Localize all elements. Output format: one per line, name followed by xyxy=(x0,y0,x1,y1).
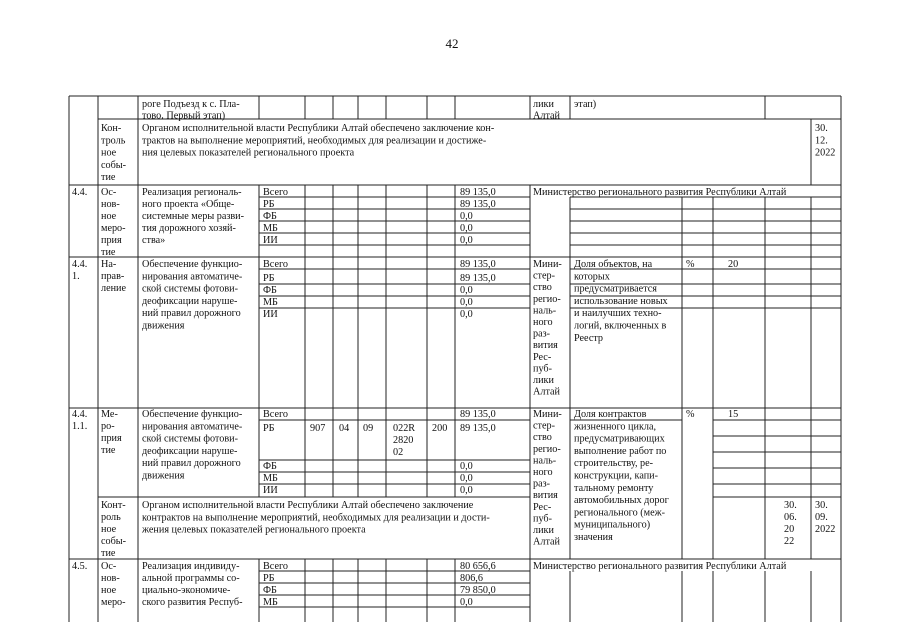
control-event-text: Органом исполнительной власти Республики Алтай обеспечено заключение кон- xyxy=(142,123,495,134)
event-name-line: Обеспечение функцио- xyxy=(142,259,243,270)
indicator-cell-line: значения xyxy=(574,532,613,543)
event-type-line: На- xyxy=(101,259,117,270)
target-code-line: 022R xyxy=(393,423,416,434)
funding-amount: 0,0 xyxy=(460,309,473,320)
indicator-cell-line: строительству, ре- xyxy=(574,458,654,470)
responsible-cell-line: Рес- xyxy=(533,501,552,513)
budget-code: 907 xyxy=(310,423,326,434)
funding-amount: 0,0 xyxy=(460,461,473,472)
event-name-line: ской системы фотови- xyxy=(142,283,238,295)
event-date-line: 06. xyxy=(784,512,797,523)
control-event-text: Органом исполнительной власти Республики Алтай обеспечено заключение xyxy=(142,500,474,511)
continued-name-line: тово. Первый этап) xyxy=(142,110,226,122)
responsible-cell-line: раз- xyxy=(533,328,551,340)
responsible-cell-line: ство xyxy=(533,282,552,294)
funding-amount: 0,0 xyxy=(460,235,473,246)
row-number: 4.4. xyxy=(72,409,88,420)
event-date-line: 2022 xyxy=(815,524,836,535)
budget-code: 09 xyxy=(363,423,374,434)
event-name-line: Реализация индивиду- xyxy=(142,561,240,572)
event-name-line: деофиксации наруше- xyxy=(142,295,238,307)
indicator-cell-line: которых xyxy=(574,271,610,283)
funding-amount: 0,0 xyxy=(460,485,473,496)
responsible-cell-line: Алтай xyxy=(533,536,560,548)
funding-amount: 0,0 xyxy=(460,473,473,484)
event-type-line: меро- xyxy=(101,597,126,608)
indicator-cell-line: использование новых xyxy=(574,295,668,307)
responsible-cell-line: пуб- xyxy=(533,363,552,375)
indicator-cell-line: этап) xyxy=(574,99,597,110)
responsible-cell-line: наль- xyxy=(533,455,557,467)
funding-source: МБ xyxy=(263,473,278,484)
funding-source: Всего xyxy=(263,259,288,270)
event-name-line: нирования автоматиче- xyxy=(142,421,243,433)
funding-source: ФБ xyxy=(263,461,277,472)
event-type-line: ное xyxy=(101,211,117,222)
funding-source: ФБ xyxy=(263,285,277,296)
event-name-line: ний правил дорожного xyxy=(142,308,241,320)
funding-source: РБ xyxy=(263,273,275,284)
event-type-line: тие xyxy=(101,548,116,559)
event-name-line: деофиксации наруше- xyxy=(142,445,238,457)
indicator-unit: % xyxy=(686,409,695,420)
event-date-line: 2022 xyxy=(815,147,836,159)
funding-amount: 89 135,0 xyxy=(460,259,496,270)
funding-amount: 89 135,0 xyxy=(460,199,496,210)
event-date-line: 30. xyxy=(815,123,828,134)
continued-name-line: роге Подъезд к с. Пла- xyxy=(142,99,240,110)
funding-amount: 89 135,0 xyxy=(460,423,496,434)
event-type-line: ное xyxy=(101,147,117,159)
event-type-line: ро- xyxy=(101,421,115,432)
responsible-cell-line: регио- xyxy=(533,443,561,455)
event-type-line: Кон- xyxy=(101,123,122,134)
indicator-cell-line: логий, включенных в xyxy=(574,320,667,332)
event-type-line: ное xyxy=(101,524,117,535)
event-name-line: ного проекта «Обще- xyxy=(142,199,235,210)
control-event-text: трактов на выполнение мероприятий, необходимых для реализации и достиже- xyxy=(142,135,487,147)
funding-source: МБ xyxy=(263,597,278,608)
funding-amount: 0,0 xyxy=(460,223,473,234)
responsible-cell-line: ство xyxy=(533,432,552,444)
control-event-text: ния целевых показателей регионального проекта xyxy=(142,147,355,159)
indicator-cell-line: Доля объектов, на xyxy=(574,259,653,270)
event-type-line: Ме- xyxy=(101,409,118,420)
indicator-cell-line: автомобильных дорог xyxy=(574,495,669,507)
row-number: 1.1. xyxy=(72,421,88,432)
event-date-line: 20 xyxy=(784,524,795,535)
responsible-cell-line: стер- xyxy=(533,420,555,432)
control-event-text: контрактов на выполнение мероприятий, необходимых для реализации и дости- xyxy=(142,512,490,524)
event-type-line: нов- xyxy=(101,199,120,210)
event-type-line: троль xyxy=(101,135,126,147)
responsible-cell-line: наль- xyxy=(533,305,557,317)
event-type-line: собы- xyxy=(101,159,127,171)
indicator-cell-line: регионального (меж- xyxy=(574,507,666,519)
responsible-cell-line: стер- xyxy=(533,270,555,282)
indicator-cell-line: тальному ремонту xyxy=(574,482,654,494)
indicator-cell-line: Реестр xyxy=(574,332,604,344)
event-name-line: ний правил дорожного xyxy=(142,458,241,470)
event-type-line: ное xyxy=(101,585,117,596)
event-type-line: меро- xyxy=(101,223,126,234)
responsible-ministry: Министерство регионального развития Республики Алтай xyxy=(533,561,787,572)
funding-amount: 89 135,0 xyxy=(460,187,496,198)
funding-source: РБ xyxy=(263,199,275,210)
funding-source: РБ xyxy=(263,423,275,434)
funding-amount: 806,6 xyxy=(460,573,483,584)
event-name-line: циально-экономиче- xyxy=(142,585,231,596)
event-name-line: ского развития Респуб- xyxy=(142,597,243,608)
event-type-line: ление xyxy=(101,283,127,294)
event-name-line: движения xyxy=(142,320,185,332)
table-grid xyxy=(69,96,841,622)
event-type-line: собы- xyxy=(101,536,127,547)
funding-amount: 0,0 xyxy=(460,597,473,608)
event-type-line: тие xyxy=(101,445,116,456)
responsible-cell-line: регио- xyxy=(533,293,561,305)
event-type-line: прия xyxy=(101,235,122,246)
funding-source: ИИ xyxy=(263,309,278,320)
indicator-cell-line: предусматривающих xyxy=(574,433,665,445)
event-type-line: Ос- xyxy=(101,187,117,198)
funding-amount: 0,0 xyxy=(460,285,473,296)
event-type-line: Конт- xyxy=(101,500,126,511)
funding-source: ИИ xyxy=(263,485,278,496)
funding-amount: 80 656,6 xyxy=(460,561,496,572)
indicator-cell-line: конструкции, капи- xyxy=(574,470,659,482)
responsible-cell-line: раз- xyxy=(533,478,551,490)
responsible-cell-line: лики xyxy=(533,99,554,110)
responsible-ministry: Министерство регионального развития Республики Алтай xyxy=(533,187,787,198)
funding-source: МБ xyxy=(263,223,278,234)
funding-amount: 0,0 xyxy=(460,297,473,308)
event-name-line: тия дорожного хозяй- xyxy=(142,223,236,234)
control-event-text: жения целевых показателей регионального проекта xyxy=(142,524,366,536)
row-number: 4.4. xyxy=(72,259,88,270)
event-type-line: прав- xyxy=(101,271,125,282)
indicator-cell-line: Доля контрактов xyxy=(574,409,647,420)
expense-type-code: 200 xyxy=(432,423,448,434)
funding-amount: 89 135,0 xyxy=(460,409,496,420)
event-type-line: роль xyxy=(101,512,121,523)
event-type-line: нов- xyxy=(101,573,120,584)
indicator-unit: % xyxy=(686,259,695,270)
funding-source: ИИ xyxy=(263,235,278,246)
indicator-value: 20 xyxy=(728,259,739,270)
event-type-line: тие xyxy=(101,172,116,184)
event-date-line: 12. xyxy=(815,135,828,147)
target-code-line: 02 xyxy=(393,447,404,458)
event-date-line: 09. xyxy=(815,512,828,523)
event-type-line: тие xyxy=(101,247,116,258)
budget-code: 04 xyxy=(339,423,350,434)
indicator-cell-line: предусматривается xyxy=(574,283,657,295)
event-name-line: Реализация региональ- xyxy=(142,187,242,198)
responsible-cell-line: пуб- xyxy=(533,513,552,525)
row-number: 4.4. xyxy=(72,187,88,198)
responsible-cell-line: ного xyxy=(533,467,553,478)
target-code-line: 2820 xyxy=(393,435,414,446)
responsible-cell-line: вития xyxy=(533,490,558,502)
event-date-line: 30. xyxy=(784,500,797,511)
indicator-cell-line: выполнение работ по xyxy=(574,445,667,457)
page-number: 42 xyxy=(445,36,459,51)
responsible-cell-line: Рес- xyxy=(533,351,552,363)
funding-source: ФБ xyxy=(263,211,277,222)
responsible-cell-line: ного xyxy=(533,317,553,328)
event-date-line: 30. xyxy=(815,500,828,511)
event-name-line: ства» xyxy=(142,235,166,246)
indicator-cell-line: и наилучших техно- xyxy=(574,308,662,320)
event-date-line: 22 xyxy=(784,536,795,547)
responsible-cell-line: Мини- xyxy=(533,409,562,420)
event-name-line: ской системы фотови- xyxy=(142,433,238,445)
funding-source: Всего xyxy=(263,561,288,572)
event-type-line: прия xyxy=(101,433,122,444)
funding-amount: 0,0 xyxy=(460,211,473,222)
event-type-line: Ос- xyxy=(101,561,117,572)
funding-source: РБ xyxy=(263,573,275,584)
funding-source: Всего xyxy=(263,409,288,420)
funding-source: ФБ xyxy=(263,585,277,596)
row-number: 4.5. xyxy=(72,561,88,572)
indicator-cell-line: муниципального) xyxy=(574,519,651,531)
responsible-cell-line: Алтай xyxy=(533,110,560,122)
event-name-line: движения xyxy=(142,470,185,482)
event-name-line: нирования автоматиче- xyxy=(142,271,243,283)
row-number: 1. xyxy=(72,271,80,282)
funding-source: Всего xyxy=(263,187,288,198)
responsible-cell-line: Алтай xyxy=(533,386,560,398)
funding-amount: 79 850,0 xyxy=(460,585,496,596)
event-name-line: альной программы со- xyxy=(142,573,240,584)
event-name-line: системные меры разви- xyxy=(142,211,245,222)
indicator-cell-line: жизненного цикла, xyxy=(574,421,657,433)
responsible-cell-line: вития xyxy=(533,340,558,352)
table-text xyxy=(72,99,835,608)
event-name-line: Обеспечение функцио- xyxy=(142,409,243,420)
responsible-cell-line: лики xyxy=(533,375,554,386)
funding-source: МБ xyxy=(263,297,278,308)
responsible-cell-line: лики xyxy=(533,525,554,536)
funding-amount: 89 135,0 xyxy=(460,273,496,284)
indicator-value: 15 xyxy=(728,409,739,420)
responsible-cell-line: Мини- xyxy=(533,259,562,270)
